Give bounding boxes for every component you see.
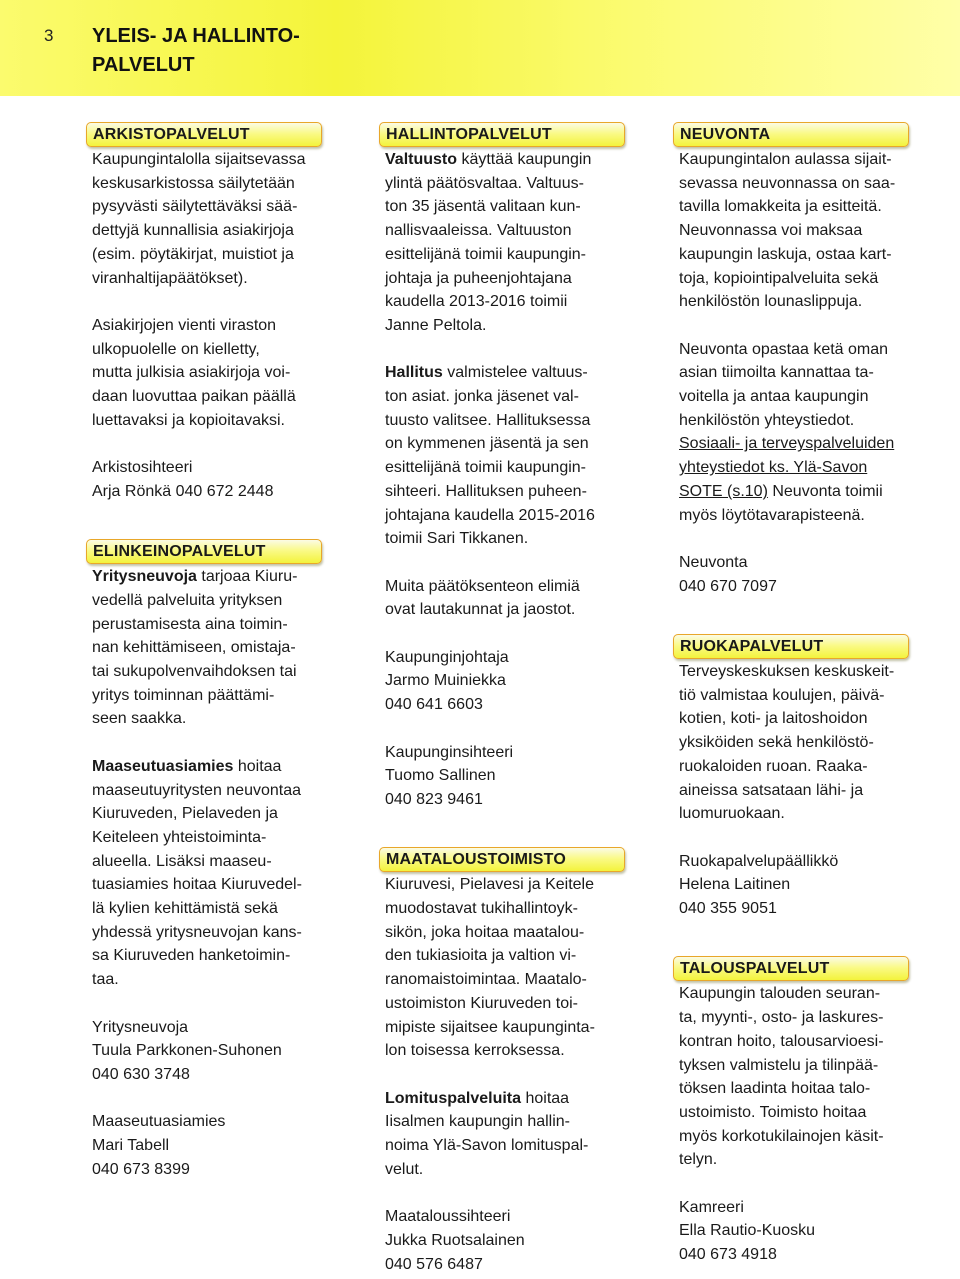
text-line: noima Ylä-Savon lomituspal- xyxy=(385,1137,589,1155)
sote-link-line-2[interactable]: yhteystiedot ks. Ylä-Savon xyxy=(679,459,868,477)
text-line: Arja Rönkä 040 672 2448 xyxy=(92,482,274,500)
arkisto-paragraph-2 xyxy=(92,314,354,433)
text-line: yritys toiminnan päättämi- xyxy=(92,686,275,704)
text-line: johtajana kaudella 2015-2016 xyxy=(385,506,595,524)
text-line: lä kylien kehittämistä sekä xyxy=(92,900,278,918)
text-line: ta, myynti-, osto- ja laskures- xyxy=(679,1009,884,1027)
text-line: nan kehittämiseen, omistaja- xyxy=(92,639,296,657)
text-line: Ruokapalvelupäällikkö xyxy=(679,852,839,870)
text-line: ylintä päätösvaltaa. Valtuus- xyxy=(385,174,584,192)
neuvonta-last-line: myös löytötavarapisteenä. xyxy=(679,506,865,524)
text-line: vedellä palveluita yrityksen xyxy=(92,591,283,609)
text-line: Muita päätöksenteon elimiä xyxy=(385,577,580,595)
text-line: seen saakka. xyxy=(92,710,187,728)
text-line: kotien, koti- ja laitoshoidon xyxy=(679,710,868,728)
talous-paragraph-1 xyxy=(679,982,941,1172)
text-line: Kaupunginjohtaja xyxy=(385,648,509,666)
text-line: sihteeri. Hallituksen puheen- xyxy=(385,482,587,500)
text-line: (esim. pöytäkirjat, muistiot ja xyxy=(92,245,294,263)
text-line: Jarmo Muiniekka xyxy=(385,672,506,690)
text-line: esittelijänä toimii kaupungin- xyxy=(385,245,586,263)
text-line: Terveyskeskuksen keskuskeit- xyxy=(679,663,895,681)
text-line: tuusto valitsee. Hallituksessa xyxy=(385,411,591,429)
arkisto-paragraph-1 xyxy=(92,148,354,290)
text-line: daan luovuttaa paikan päällä xyxy=(92,388,296,406)
text-line: yksiköiden sekä henkilöstö- xyxy=(679,734,874,752)
elinkeino-paragraph-2 xyxy=(92,779,354,992)
contact-kamreeri xyxy=(679,1196,941,1267)
neuvonta-paragraph-2 xyxy=(679,338,941,433)
text-line: johtaja ja puheenjohtajana xyxy=(385,269,572,287)
contact-neuvonta xyxy=(679,551,941,598)
text-line: sikön, joka hoitaa maatalou- xyxy=(385,923,585,941)
text-line: Ella Rautio-Kuosku xyxy=(679,1222,816,1240)
text-line: kontran hoito, talousarvioesi- xyxy=(679,1032,884,1050)
text-line: Maataloussihteeri xyxy=(385,1208,511,1226)
column-left xyxy=(92,122,354,1181)
arkisto-contact xyxy=(92,456,354,503)
text-line: ustoimisto. Toimisto hoitaa xyxy=(679,1103,867,1121)
text-line: Asiakirjojen vienti viraston xyxy=(92,316,277,334)
hallinto-paragraph-2 xyxy=(385,385,645,551)
text-line: ulkopuolelle on kielletty, xyxy=(92,340,260,358)
text-line: kaupungin laskuja, ostaa kart- xyxy=(679,245,892,263)
text-line: Kamreeri xyxy=(679,1198,744,1216)
contact-kaupunginsihteeri xyxy=(385,741,645,812)
text-line: 040 576 6487 xyxy=(385,1255,483,1273)
text-line: mutta julkisia asiakirjoja voi- xyxy=(92,364,291,382)
text-line: luettavaksi ja kopioitavaksi. xyxy=(92,411,285,429)
text-line: pysyvästi säilytettäväksi sää- xyxy=(92,198,298,216)
maatalous-paragraph-2-first: Lomituspalveluita hoitaa xyxy=(385,1089,570,1107)
text-line: Yritysneuvoja xyxy=(92,1018,189,1036)
text-line: tiö valmistaa koulujen, päivä- xyxy=(679,686,885,704)
text-line: aineissa satsataan lähi- ja xyxy=(679,781,864,799)
column-right xyxy=(679,122,941,1267)
text-line: lon toisessa kerroksessa. xyxy=(385,1042,565,1060)
text-line: Tuomo Sallinen xyxy=(385,767,496,785)
text-line: Iisalmen kaupungin hallin- xyxy=(385,1113,570,1131)
text-line: Neuvonnassa voi maksaa xyxy=(679,222,863,240)
contact-maataloussihteeri xyxy=(385,1205,645,1276)
text-line: henkilöstön yhteystiedot. xyxy=(679,411,855,429)
text-line: henkilöstön lounaslippuja. xyxy=(679,293,863,311)
text-line: ranomaistoimintaa. Maatalo- xyxy=(385,971,587,989)
section-heading-talouspalvelut: TALOUSPALVELUT xyxy=(673,956,909,981)
text-line: tuasiamies hoitaa Kiuruvedel- xyxy=(92,876,302,894)
text-line: toimii Sari Tikkanen. xyxy=(385,530,529,548)
text-line: tyksen valmistelu ja tilinpää- xyxy=(679,1056,879,1074)
hallinto-paragraph-1 xyxy=(385,172,645,338)
text-line: ruokaloiden ruoan. Raaka- xyxy=(679,757,868,775)
text-line: tavilla lomakkeita ja esitteitä. xyxy=(679,198,882,216)
text-line: 040 670 7097 xyxy=(679,577,777,595)
section-heading-neuvonta: NEUVONTA xyxy=(673,122,909,147)
page-title: YLEIS- JA HALLINTO-PALVELUT xyxy=(92,25,300,76)
text-line: alueella. Lisäksi maaseu- xyxy=(92,852,272,870)
text-line: Neuvonta xyxy=(679,553,748,571)
text-line: asian tiimoilta kannattaa ta- xyxy=(679,364,874,382)
maatalous-paragraph-2 xyxy=(385,1110,645,1181)
text-line: Kaupungintalon aulassa sijait- xyxy=(679,151,892,168)
text-line: 040 630 3748 xyxy=(92,1065,190,1083)
text-line: 040 355 9051 xyxy=(679,900,777,918)
text-line: telyn. xyxy=(679,1151,718,1169)
text-line: perustamisesta aina toimin- xyxy=(92,615,288,633)
section-heading-ruokapalvelut: RUOKAPALVELUT xyxy=(673,634,909,659)
neuvonta-paragraph-1 xyxy=(679,148,941,314)
text-line: Arkistosihteeri xyxy=(92,459,193,477)
text-line: keskusarkistossa säilytetään xyxy=(92,174,295,192)
elinkeino-paragraph-1-first: Yritysneuvoja tarjoaa Kiuru- xyxy=(92,568,298,586)
text-line: Kiuruvesi, Pielavesi ja Keitele xyxy=(385,876,594,894)
ruoka-paragraph-1 xyxy=(679,660,941,826)
text-line: toja, kopiointipalveluita sekä xyxy=(679,269,879,287)
sote-link-line-1[interactable]: Sosiaali- ja terveyspalveluiden xyxy=(679,435,895,453)
section-heading-arkistopalvelut: ARKISTOPALVELUT xyxy=(86,122,322,147)
elinkeino-paragraph-2-first: Maaseutuasiamies hoitaa xyxy=(92,757,282,775)
text-line: muodostavat tukihallintoyk- xyxy=(385,900,578,918)
text-line: 040 823 9461 xyxy=(385,790,483,808)
text-line: Mari Tabell xyxy=(92,1137,170,1155)
text-line: den tukiasioita ja valtion vi- xyxy=(385,947,577,965)
text-line: viranhaltijapäätökset). xyxy=(92,269,248,287)
text-line: Tuula Parkkonen-Suhonen xyxy=(92,1042,282,1060)
hallinto-paragraph-3 xyxy=(385,575,645,622)
text-line: Keiteleen yhteistoiminta- xyxy=(92,828,267,846)
text-line: 040 673 8399 xyxy=(92,1160,190,1178)
text-line: yhdessä yritysneuvojan kans- xyxy=(92,923,302,941)
text-line: kaudella 2013-2016 toimii xyxy=(385,293,568,311)
text-line: Neuvonta opastaa ketä oman xyxy=(679,340,889,358)
sote-link-line-3[interactable]: SOTE (s.10) Neuvonta toimii xyxy=(679,482,883,500)
text-line: nallisvaaleissa. Valtuuston xyxy=(385,222,572,240)
maatalous-paragraph-1 xyxy=(385,873,645,1063)
text-line: 040 673 4918 xyxy=(679,1246,777,1264)
contact-kaupunginjohtaja xyxy=(385,646,645,717)
text-line: Maaseutuasiamies xyxy=(92,1113,226,1131)
text-line: ovat lautakunnat ja jaostot. xyxy=(385,601,576,619)
text-line: 040 641 6603 xyxy=(385,696,483,714)
text-line: Kaupunginsihteeri xyxy=(385,743,514,761)
page-number: 3 xyxy=(44,26,54,45)
elinkeino-paragraph-1 xyxy=(92,589,354,731)
contact-yritysneuvoja xyxy=(92,1016,354,1087)
contact-ruokapalvelupaallikko xyxy=(679,850,941,921)
text-line: voitella ja antaa kaupungin xyxy=(679,388,869,406)
text-line: Kaupungintalolla sijaitsevassa xyxy=(92,151,306,168)
text-line: Jukka Ruotsalainen xyxy=(385,1231,525,1249)
text-line: Janne Peltola. xyxy=(385,316,487,334)
text-line: luomuruokaan. xyxy=(679,805,785,823)
section-heading-maataloustoimisto: MAATALOUSTOIMISTO xyxy=(379,847,625,872)
text-line: on kymmenen jäsentä ja sen xyxy=(385,435,589,453)
text-line: sa Kiuruveden hanketoimin- xyxy=(92,947,291,965)
text-line: mipiste sijaitsee kaupunginta- xyxy=(385,1018,595,1036)
text-line: ton asiat. jonka jäsenet val- xyxy=(385,388,579,406)
contact-maaseutuasiamies xyxy=(92,1110,354,1181)
text-line: dettyjä kunnallisia asiakirjoja xyxy=(92,222,294,240)
text-line: velut. xyxy=(385,1160,424,1178)
hallinto-paragraph-2-first: Hallitus valmistelee valtuus- xyxy=(385,364,588,382)
text-line: ton 35 jäsentä valitaan kun- xyxy=(385,198,581,216)
hallinto-paragraph-1-first: Valtuusto käyttää kaupungin xyxy=(385,151,592,168)
text-line: Kaupungin talouden seuran- xyxy=(679,985,881,1003)
section-heading-elinkeinopalvelut: ELINKEINOPALVELUT xyxy=(86,539,322,564)
column-middle xyxy=(385,122,645,1276)
text-line: maaseutuyritysten neuvontaa xyxy=(92,781,302,799)
text-line: sevassa neuvonnassa on saa- xyxy=(679,174,896,192)
text-line: ustoimiston Kiuruveden toi- xyxy=(385,994,578,1012)
text-line: tai sukupolvenvaihdoksen tai xyxy=(92,663,297,681)
section-heading-hallintopalvelut: HALLINTOPALVELUT xyxy=(379,122,625,147)
text-line: töksen laadinta hoitaa talo- xyxy=(679,1080,871,1098)
text-line: Helena Laitinen xyxy=(679,876,791,894)
text-line: taa. xyxy=(92,971,119,989)
text-line: esittelijänä toimii kaupungin- xyxy=(385,459,586,477)
text-line: Kiuruveden, Pielaveden ja xyxy=(92,805,278,823)
text-line: myös korkotukilainojen käsit- xyxy=(679,1127,884,1145)
